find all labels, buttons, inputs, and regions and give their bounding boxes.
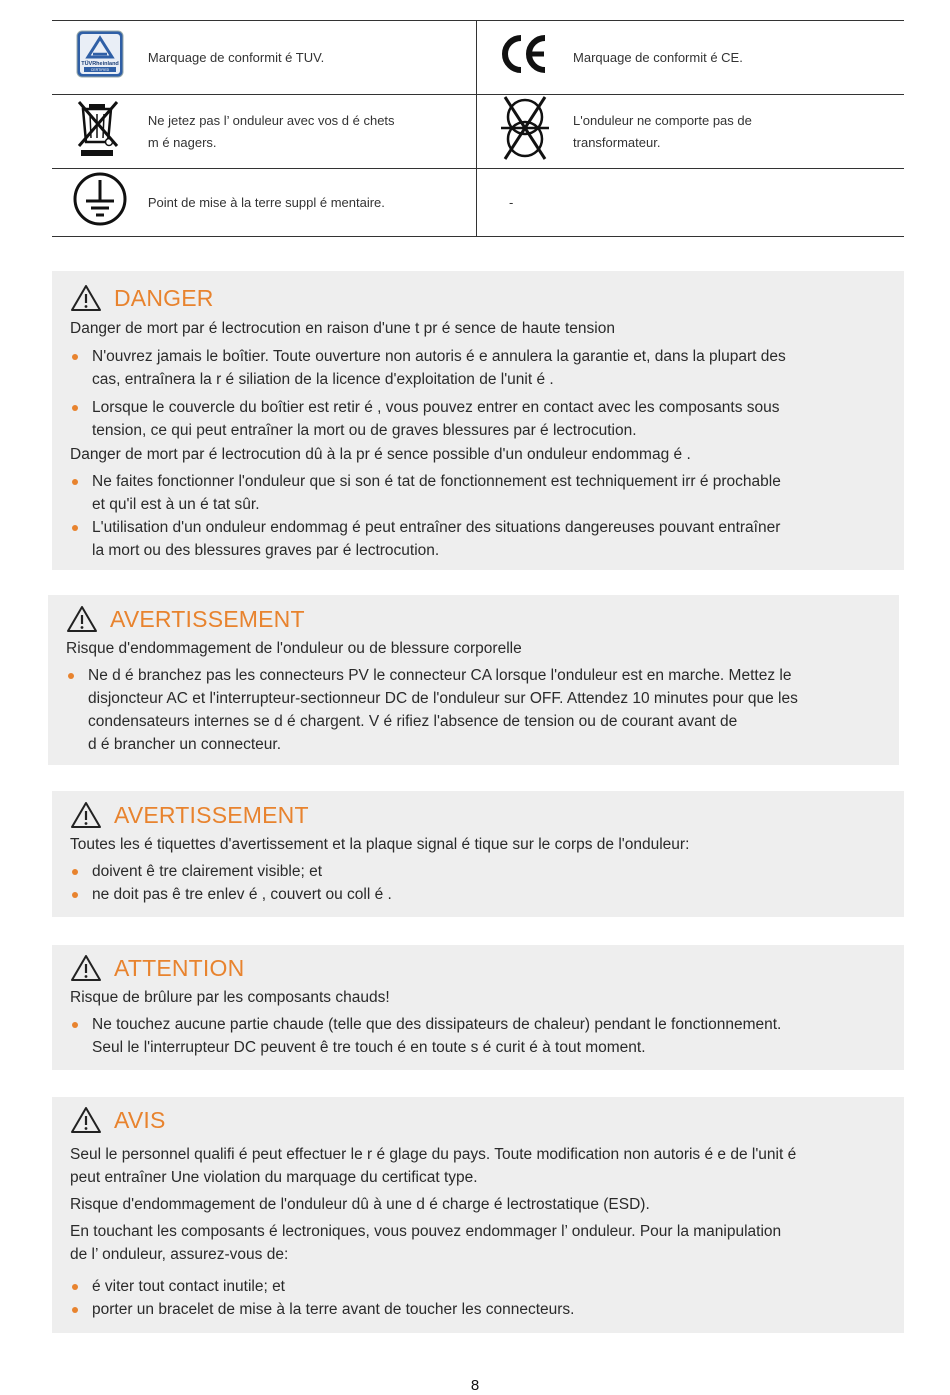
list-item: doivent ê tre clairement visible; et (70, 860, 904, 883)
avis-paragraph-1: Seul le personnel qualifi é peut effectuer le r é glage du pays. Toute modification non autoris é e de l'unit é peut entraîner Une violation du marquage du certificat type. (70, 1146, 797, 1186)
empty-description (509, 169, 840, 237)
crossed-bin-icon (77, 98, 123, 165)
ground-icon (72, 171, 128, 234)
warning2-list (70, 860, 904, 906)
avis-paragraph-3: En touchant les composants é lectroniques, vous pouvez endommager l’ onduleur. Pour la manipulation de l’ onduleur, assurez-vous de: (70, 1223, 782, 1263)
transformer-text-line2: transformateur. (573, 134, 661, 150)
ce-text: Marquage de conformit é CE. (573, 49, 743, 65)
transformer-text-line1: L'onduleur ne comporte pas de (573, 112, 752, 128)
avis-paragraph-2: Risque d'endommagement de l'onduleur dû à une d é charge é lectrostatique (ESD). (70, 1196, 650, 1213)
attention-header (70, 953, 904, 983)
bin-description (148, 95, 477, 169)
transformer-description (573, 95, 904, 169)
ground-description (148, 169, 477, 237)
notice-box (52, 1097, 904, 1333)
ground-text: Point de mise à la terre suppl é mentaire. (147, 194, 385, 210)
list-item: Ne d é branchez pas les connecteurs PV le connecteur CA lorsque l'onduleur est en marche. Mettez le disjoncteur AC et l'interrupteur-sectionneur DC de l'onduleur sur OFF. Attendez 10 minutes pour que les condensateurs internes se d é chargent. V é rifiez l'absence de tension ou de courant avant de d é brancher un connecteur. (66, 664, 899, 756)
avis-header (70, 1105, 904, 1135)
list-item: Ne faites fonctionner l'onduleur que si son é tat de fonctionnement est techniquement irr é prochable et qu'il est à un é tat sûr. (70, 470, 884, 516)
warning2-intro: Toutes les é tiquettes d'avertissement et la plaque signal é tique sur le corps de l'onduleur: (70, 836, 690, 853)
danger-list-2 (70, 470, 884, 562)
attention-intro: Risque de brûlure par les composants chauds! (70, 989, 390, 1006)
warning1-list (66, 664, 899, 756)
warning-box-2 (52, 791, 904, 917)
no-transformer-icon (497, 95, 553, 168)
list-item: Lorsque le couvercle du boîtier est retir é , vous pouvez entrer en contact avec les composants sous tension, ce qui peut entraîner la mort ou de graves blessures par é lectrocution. (70, 396, 884, 442)
warning1-header (66, 604, 899, 634)
empty-text: - (509, 194, 514, 210)
tuv-logo-text-1: TÜVRheinland (81, 61, 119, 67)
warning-triangle-icon (70, 954, 102, 982)
bin-cell (52, 95, 148, 169)
tuv-text: Marquage de conformit é TUV. (147, 49, 325, 65)
ground-cell (52, 169, 148, 237)
avis-list (70, 1275, 904, 1321)
tuv-description (148, 21, 477, 95)
warning-triangle-icon (66, 605, 98, 633)
warning-triangle-icon (70, 801, 102, 829)
warning-box-1 (48, 595, 899, 765)
list-item: Ne touchez aucune partie chaude (telle que des dissipateurs de chaleur) pendant le fonctionnement. Seul le l'interrupteur DC peuvent ê tre touch é en toute s é curit é à tout moment. (70, 1013, 904, 1059)
warning1-intro: Risque d'endommagement de l'onduleur ou de blessure corporelle (66, 640, 522, 657)
list-item: é viter tout contact inutile; et (70, 1275, 904, 1298)
avis-title: AVIS (114, 1106, 166, 1133)
list-item: porter un bracelet de mise à la terre avant de toucher les connecteurs. (70, 1298, 904, 1321)
warning-triangle-icon (70, 284, 102, 312)
tuv-cell (52, 21, 148, 95)
warning2-title: AVERTISSEMENT (114, 801, 309, 828)
bin-text-line2: m é nagers. (147, 134, 217, 150)
danger-title: DANGER (114, 284, 214, 311)
warning1-title: AVERTISSEMENT (110, 605, 305, 632)
list-item: N'ouvrez jamais le boîtier. Toute ouverture non autoris é e annulera la garantie et, dans la plupart des cas, entraînera la r é siliation de la licence d'exploitation de l'unit é . (70, 345, 884, 391)
bin-text-line1: Ne jetez pas l’ onduleur avec vos d é chets (147, 112, 395, 128)
tuv-logo-icon (76, 30, 124, 85)
tuv-logo-text-2: CERTIFIED (90, 68, 110, 72)
danger-subheading: Danger de mort par é lectrocution dû à la pr é sence possible d'un onduleur endommag é . (70, 446, 691, 463)
list-item: L'utilisation d'un onduleur endommag é peut entraîner des situations dangereuses pouvant entraîner la mort ou des blessures graves par é lectrocution. (70, 516, 884, 562)
list-item: ne doit pas ê tre enlev é , couvert ou coll é . (70, 883, 904, 906)
transformer-cell (477, 95, 573, 169)
danger-list-1 (70, 345, 884, 442)
danger-header (70, 283, 884, 313)
ce-description (573, 21, 904, 95)
attention-box (52, 945, 904, 1070)
danger-box (52, 271, 904, 570)
attention-title: ATTENTION (114, 954, 245, 981)
attention-list (70, 1013, 904, 1059)
ce-mark-icon (501, 34, 549, 81)
warning2-header (70, 800, 904, 830)
danger-intro: Danger de mort par é lectrocution en raison d'une t pr é sence de haute tension (70, 320, 615, 337)
ce-cell (477, 21, 573, 95)
symbol-table (52, 20, 904, 237)
warning-triangle-icon (70, 1106, 102, 1134)
page-number: 8 (470, 1377, 480, 1394)
